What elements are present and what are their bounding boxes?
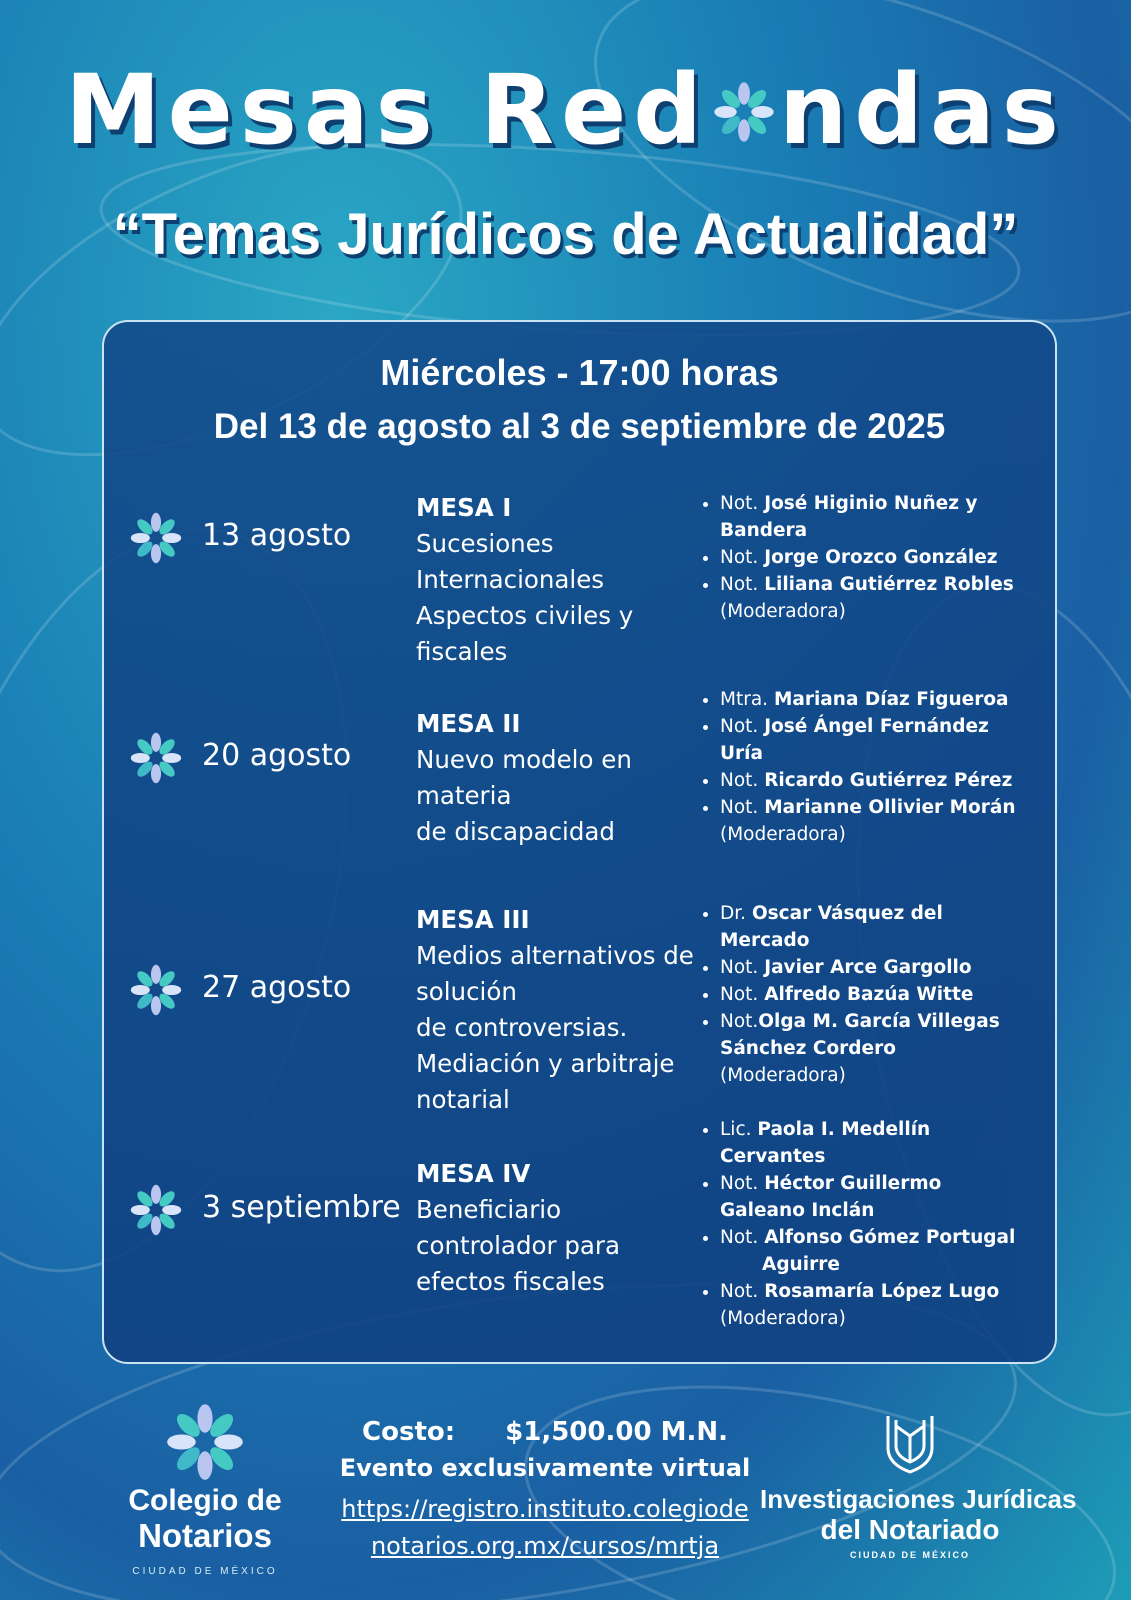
title-part-1: Mesas Red <box>65 54 709 166</box>
schedule-date-range: Del 13 de agosto al 3 de septiembre de 2025 <box>213 407 946 446</box>
flower-icon <box>711 79 777 145</box>
speaker-item: • Not. Javier Arce Gargollo <box>720 954 1065 981</box>
investigaciones-juridicas-logo <box>760 1412 1077 1562</box>
session-1-speakers <box>700 490 1065 625</box>
session-4-flower-icon <box>128 1182 184 1238</box>
moderator-note: (Moderadora) <box>720 824 846 845</box>
flower-logo-icon <box>159 1400 251 1484</box>
session-4-mesa <box>416 1156 696 1300</box>
speaker-item: • Not. Rosamaría López Lugo (Moderadora) <box>720 1278 1065 1332</box>
session-2-topic-line: Nuevo modelo en <box>416 745 632 774</box>
session-4-topic-line: controlador para <box>416 1231 620 1260</box>
speaker-item: • Lic. Paola I. Medellín Cervantes <box>720 1116 1065 1170</box>
title-part-2: ndas <box>778 54 1066 166</box>
session-4-date: 3 septiembre <box>202 1190 401 1225</box>
speaker-item: • Not. Alfonso Gómez Portugal Aguirre <box>720 1224 1065 1278</box>
virtual-event-note: Evento exclusivamente virtual <box>339 1454 751 1482</box>
logo-left-line-2: Notarios <box>138 1517 272 1554</box>
speaker-item: • Not. José Higinio Nuñez y Bandera <box>720 490 1065 544</box>
session-1-mesa <box>416 490 696 670</box>
session-4-speakers <box>700 1116 1065 1332</box>
session-2-date: 20 agosto <box>202 738 352 773</box>
speaker-item: • Not. Marianne Ollivier Morán (Moderadora) <box>720 794 1065 848</box>
schedule-day-time: Miércoles - 17:00 horas <box>380 352 779 393</box>
session-1-topic-line: fiscales <box>416 637 508 666</box>
session-2-topic-line: de discapacidad <box>416 817 615 846</box>
speaker-item: • Not.Olga M. García Villegas Sánchez Cordero (Moderadora) <box>720 1008 1065 1089</box>
moderator-note: (Moderadora) <box>720 1308 846 1329</box>
session-4-mesa-title: MESA IV <box>416 1159 531 1188</box>
cost-line <box>320 1413 770 1451</box>
colegio-notarios-logo <box>115 1400 295 1580</box>
schedule-panel <box>102 320 1057 1364</box>
registration-link[interactable] <box>300 1491 790 1565</box>
session-3-topic-line: solución <box>416 977 517 1006</box>
registration-link-line-2[interactable]: notarios.org.mx/cursos/mrtja <box>370 1532 720 1560</box>
session-3-mesa <box>416 902 696 1118</box>
session-2-mesa <box>416 706 696 850</box>
moderator-note: (Moderadora) <box>720 601 846 622</box>
session-1-topic-line: Sucesiones <box>416 529 554 558</box>
session-3-topic-line: Mediación y arbitraje <box>416 1049 675 1078</box>
speaker-item: • Not. José Ángel Fernández Uría <box>720 713 1065 767</box>
session-2-mesa-title: MESA II <box>416 709 521 738</box>
logo-right-line-1: Investigaciones Jurídicas <box>760 1484 1077 1514</box>
speaker-item: • Not. Jorge Orozco González <box>720 544 1065 571</box>
session-1-date: 13 agosto <box>202 518 352 553</box>
logo-left-line-3: CIUDAD DE MÉXICO <box>132 1566 278 1577</box>
session-2-topic-line: materia <box>416 781 512 810</box>
cost-value: $1,500.00 M.N. <box>505 1417 728 1447</box>
session-3-speakers <box>700 900 1065 1089</box>
session-3-topic-line: de controversias. <box>416 1013 628 1042</box>
logo-right-line-2: del Notariado <box>820 1514 1000 1545</box>
session-4-topic-line: Beneficiario <box>416 1195 562 1224</box>
logo-right-line-3: CIUDAD DE MÉXICO <box>849 1550 970 1560</box>
subtitle: “Temas Jurídicos de Actualidad” <box>112 202 1019 267</box>
session-2-speakers <box>700 686 1065 848</box>
session-3-flower-icon <box>128 962 184 1018</box>
speaker-item: • Not. Ricardo Gutiérrez Pérez <box>720 767 1065 794</box>
logo-left-line-1: Colegio de <box>128 1484 282 1517</box>
moderator-note: (Moderadora) <box>720 1065 846 1086</box>
session-1-topic-line: Internacionales <box>416 565 605 594</box>
session-3-topic-line: Medios alternativos de <box>416 941 694 970</box>
registration-link-line-1[interactable]: https://registro.instituto.colegiode <box>341 1495 749 1523</box>
session-1-mesa-title: MESA I <box>416 493 512 522</box>
cost-label: Costo: <box>362 1417 456 1447</box>
session-2-flower-icon <box>128 730 184 786</box>
session-4-topic-line: efectos fiscales <box>416 1267 605 1296</box>
speaker-item: • Not. Héctor Guillermo Galeano Inclán <box>720 1170 1065 1224</box>
speaker-item: • Not. Liliana Gutiérrez Robles (Moderadora) <box>720 571 1065 625</box>
session-3-mesa-title: MESA III <box>416 905 530 934</box>
session-3-date: 27 agosto <box>202 970 352 1005</box>
session-3-topic-line: notarial <box>416 1085 510 1114</box>
speaker-item: • Dr. Oscar Vásquez del Mercado <box>720 900 1065 954</box>
session-1-topic-line: Aspectos civiles y <box>416 601 634 630</box>
speaker-item: • Mtra. Mariana Díaz Figueroa <box>720 686 1065 713</box>
page-title <box>0 55 1131 165</box>
speaker-item: • Not. Alfredo Bazúa Witte <box>720 981 1065 1008</box>
session-1-flower-icon <box>128 510 184 566</box>
book-shield-icon <box>882 1412 938 1476</box>
